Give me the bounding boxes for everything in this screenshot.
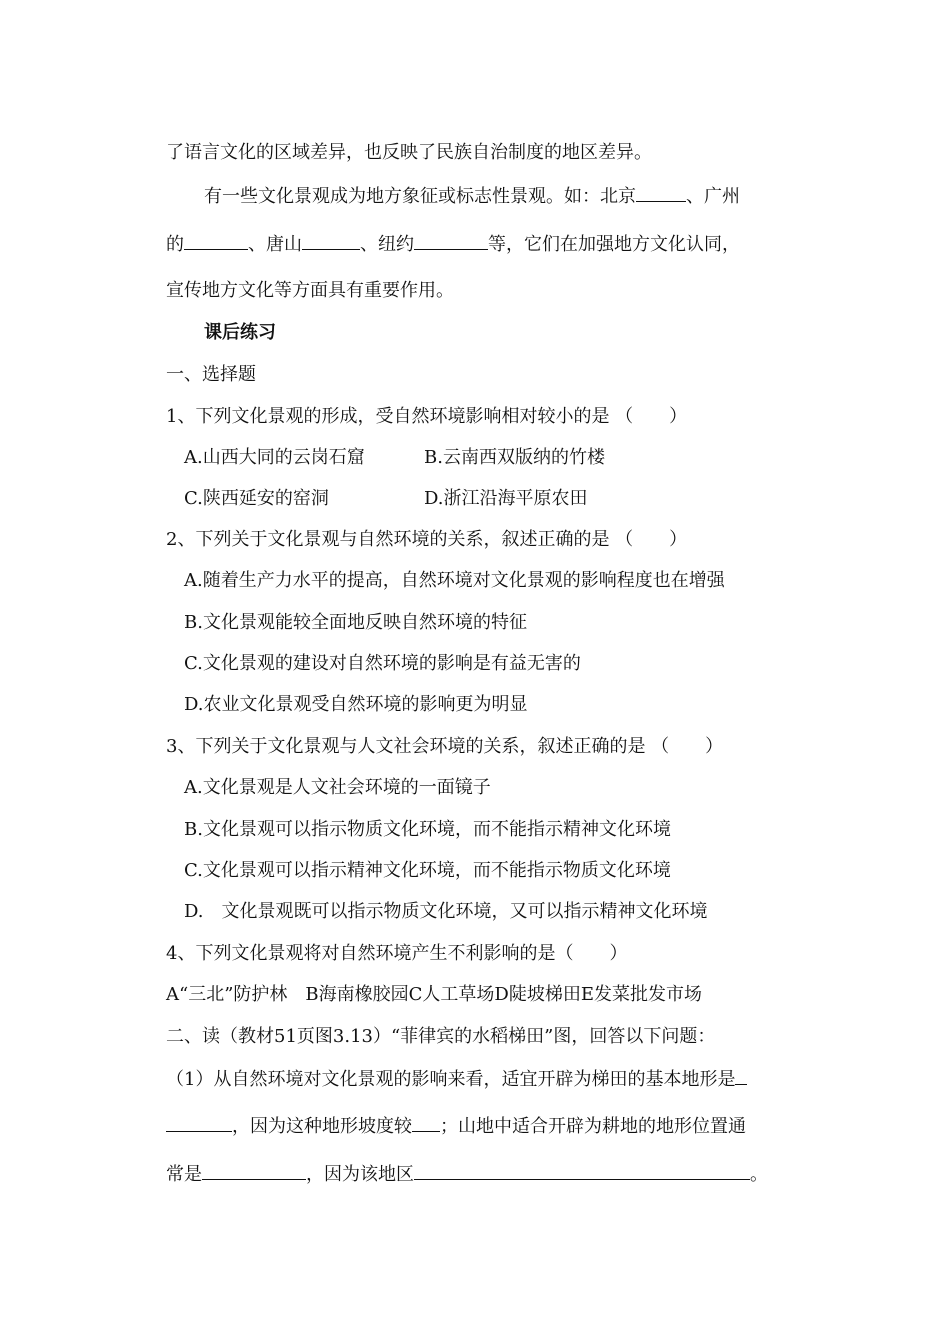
paragraph-text: 、唐山 <box>248 234 302 255</box>
paragraph-text: 等，它们在加强地方文化认同， <box>488 234 740 255</box>
question-text: 。 <box>750 1164 768 1185</box>
fill-blank[interactable] <box>302 231 360 250</box>
option-c[interactable]: C.陕西延安的窑洞 <box>184 488 329 509</box>
section-title: 课后练习 <box>204 322 276 343</box>
options-line: A“三北”防护林 B海南橡胶园C人工草场D陡坡梯田E发菜批发市场 <box>166 984 702 1005</box>
question-stem: 3、下列关于文化景观与人文社会环境的关系，叙述正确的是 （ ） <box>166 736 724 757</box>
fill-blank[interactable] <box>202 1161 306 1180</box>
fill-blank[interactable] <box>414 231 488 250</box>
paragraph-text: 、纽约 <box>360 234 414 255</box>
question-text: ，因为该地区 <box>306 1164 414 1185</box>
part-title: 二、读（教材51页图3.13）“菲律宾的水稻梯田”图，回答以下问题： <box>166 1026 716 1047</box>
question-text: 常是 <box>166 1164 202 1185</box>
paragraph-line <box>204 183 740 209</box>
option-b[interactable]: B.云南西双版纳的竹楼 <box>424 447 605 468</box>
fill-blank[interactable] <box>184 231 248 250</box>
fill-blank[interactable] <box>636 183 686 202</box>
option-d[interactable]: D.浙江沿海平原农田 <box>424 488 588 509</box>
option-a[interactable]: A.随着生产力水平的提高，自然环境对文化景观的影响程度也在增强 <box>184 570 725 591</box>
fill-blank[interactable] <box>414 1161 750 1180</box>
part-title: 一、选择题 <box>166 364 256 385</box>
question-line <box>166 1113 746 1139</box>
question-line <box>166 1066 747 1092</box>
question-stem: 1、下列文化景观的形成，受自然环境影响相对较小的是 （ ） <box>166 406 688 427</box>
option-d[interactable]: D. 文化景观既可以指示物质文化环境，又可以指示精神文化环境 <box>184 901 708 922</box>
question-stem: 2、下列关于文化景观与自然环境的关系，叙述正确的是 （ ） <box>166 529 688 550</box>
paragraph-text: 、广州 <box>686 186 740 207</box>
option-b[interactable]: B.文化景观可以指示物质文化环境，而不能指示精神文化环境 <box>184 819 671 840</box>
option-c[interactable]: C.文化景观的建设对自然环境的影响是有益无害的 <box>184 653 581 674</box>
option-d[interactable]: D.农业文化景观受自然环境的影响更为明显 <box>184 694 528 715</box>
question-text: ，因为这种地形坡度较 <box>232 1116 412 1137</box>
option-c[interactable]: C.文化景观可以指示精神文化环境，而不能指示物质文化环境 <box>184 860 671 881</box>
option-b[interactable]: B.文化景观能较全面地反映自然环境的特征 <box>184 612 527 633</box>
fill-blank[interactable] <box>166 1113 232 1132</box>
paragraph-text: 有一些文化景观成为地方象征或标志性景观。如：北京 <box>204 186 636 207</box>
question-line <box>166 1161 768 1187</box>
paragraph-line: 了语言文化的区域差异，也反映了民族自治制度的地区差异。 <box>166 142 652 163</box>
paragraph-line: 宣传地方文化等方面具有重要作用。 <box>166 280 454 301</box>
question-stem: 4、下列文化景观将对自然环境产生不利影响的是（ ） <box>166 943 628 964</box>
question-text: （1）从自然环境对文化景观的影响来看，适宜开辟为梯田的基本地形是 <box>166 1069 736 1090</box>
fill-blank[interactable] <box>735 1066 747 1085</box>
paragraph-text: 的 <box>166 234 184 255</box>
option-a[interactable]: A.文化景观是人文社会环境的一面镜子 <box>184 777 491 798</box>
option-a[interactable]: A.山西大同的云岗石窟 <box>184 447 365 468</box>
question-text: ；山地中适合开辟为耕地的地形位置通 <box>440 1116 746 1137</box>
paragraph-line <box>166 231 740 257</box>
fill-blank[interactable] <box>412 1113 440 1132</box>
